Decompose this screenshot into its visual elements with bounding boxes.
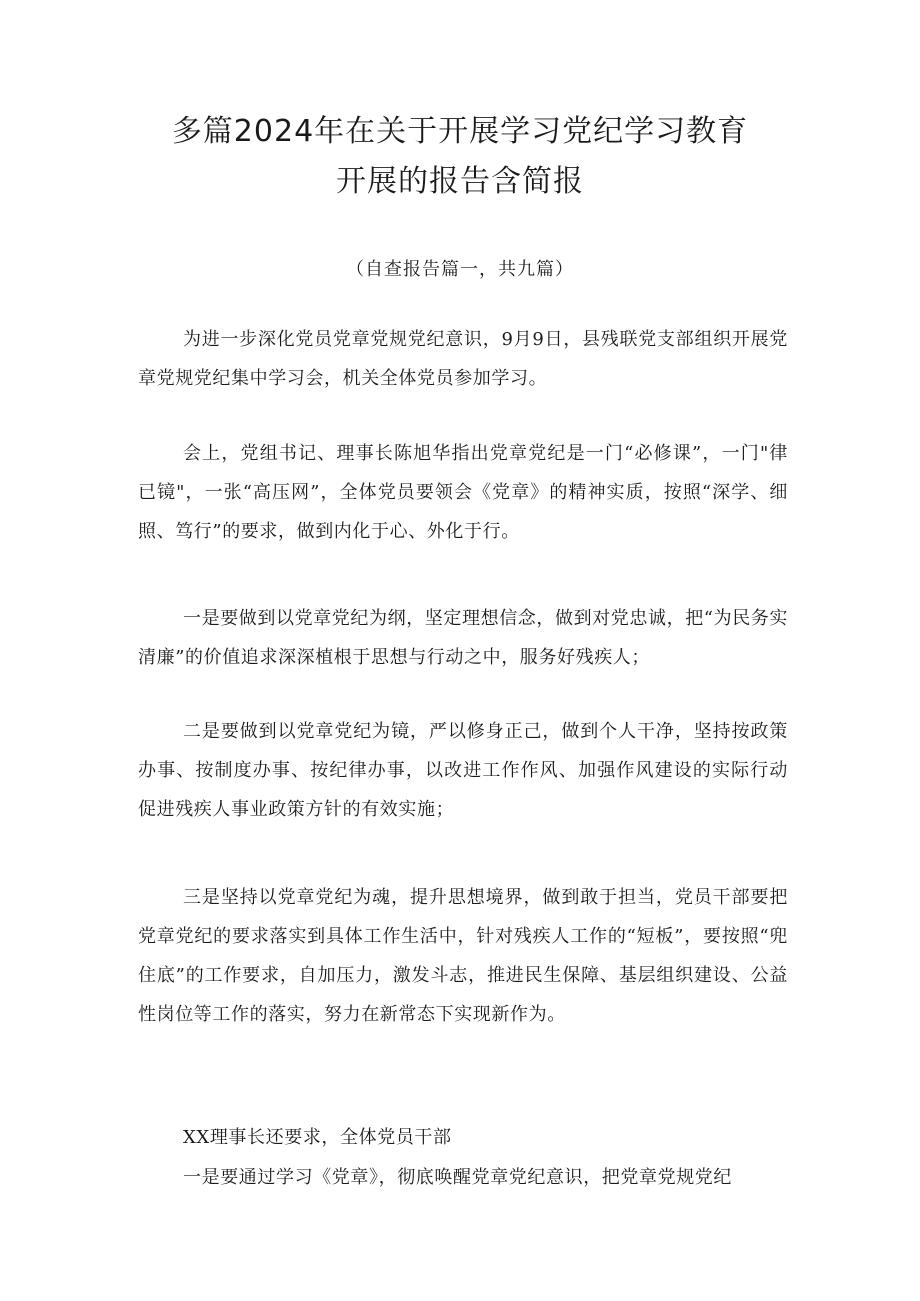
paragraph-1: 为进一步深化党员党章党规党纪意识，9月9日，县残联党支部组织开展党章党规党纪集中学习会，机关全体党员参加学习。	[138, 329, 788, 389]
paragraph-5: 三是坚持以党章党纪为魂，提升思想境界，做到敢于担当，党员干部要把党章党纪的要求落实到具体工作生活中，针对残疾人工作的“短板”，要按照“兜住底”的工作要求，自加压力，激发斗志，推进民生保障、基层组织建设、公益性岗位等工作的落实，努力在新常态下实现新作为。	[138, 887, 788, 1025]
paragraph-3: 一是要做到以党章党纪为纲，坚定理想信念，做到对党忠诚，把“为民务实清廉”的价值追求深深植根于思想与行动之中，服务好残疾人；	[138, 608, 788, 668]
document-title-line-1: 多篇2024年在关于开展学习党纪学习教育	[171, 114, 749, 149]
document-subtitle: （自查报告篇一，共九篇）	[346, 259, 574, 280]
paragraph-4: 二是要做到以党章党纪为镜，严以修身正己，做到个人干净，坚持按政策办事、按制度办事、按纪律办事，以改进工作作风、加强作风建设的实际行动促进残疾人事业政策方针的有效实施；	[138, 721, 788, 820]
paragraph-2: 会上，党组书记、理事长陈旭华指出党章党纪是一门“必修课”，一门"律已镜"，一张“高压网”，全体党员要领会《党章》的精神实质，按照“深学、细照、笃行”的要求，做到内化于心、外化于行。	[138, 443, 788, 542]
document-title-line-2: 开展的报告含简报	[336, 164, 584, 199]
paragraph-6: XX理事长还要求，全体党员干部	[183, 1127, 452, 1148]
paragraph-7: 一是要通过学习《党章》，彻底唤醒党章党纪意识，把党章党规党纪	[183, 1167, 732, 1188]
